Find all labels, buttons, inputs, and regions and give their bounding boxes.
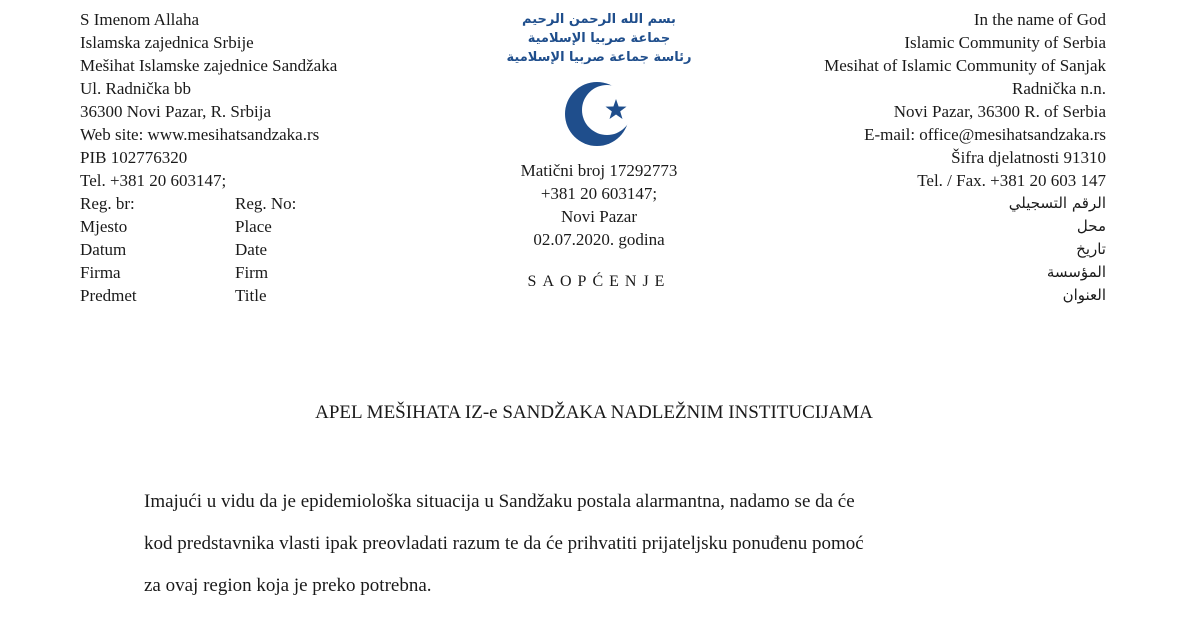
right-line-1: In the name of God [973,10,1106,29]
reg-row [80,238,460,261]
reg-label-en: Title [235,286,267,305]
document-heading: APEL MEŠIHATA IZ-e SANDŽAKA NADLEŽNIM INSTITUCIJAMA [315,402,873,423]
body-line: Imajući u vidu da je epidemiološka situacija u Sandžaku postala alarmantna, nadamo se da će [144,491,855,512]
document-body [144,481,1064,607]
arabic-place-label: محل [1076,217,1106,235]
right-line-activity-code: Šifra djelatnosti 91310 [951,148,1106,167]
arabic-firm-label: المؤسسة [1046,263,1106,281]
registration-number: Matični broj 17292773 [520,161,678,180]
arabic-basmala: بسم الله الرحمن الرحيم [522,12,676,27]
right-line-3: Mesihat of Islamic Community of Sanjak [824,56,1106,75]
crescent-star-logo [564,79,634,149]
crescent-star-icon [564,79,634,149]
document-date: 02.07.2020. godina [533,230,665,249]
reg-label: Datum [80,240,127,259]
letterhead-right-column [686,8,1106,307]
right-line-5: Novi Pazar, 36300 R. of Serbia [893,102,1106,121]
body-line: za ovaj region koja je preko potrebna. [144,575,432,596]
right-line-tel-fax: Tel. / Fax. +381 20 603 147 [917,171,1106,190]
registration-fields [80,192,460,307]
arabic-mesihat-name: رئاسة جماعة صربيا الإسلامية [506,50,692,65]
reg-label: Reg. br: [80,194,135,213]
right-line-2: Islamic Community of Serbia [904,33,1106,52]
arabic-title-label: العنوان [1062,286,1106,304]
right-line-4: Radnička n.n. [1012,79,1106,98]
reg-row [80,215,460,238]
reg-label-en: Reg. No: [235,194,297,213]
reg-row [80,192,460,215]
right-line-email: E-mail: office@mesihatsandzaka.rs [864,125,1106,144]
arabic-date-label: تاريخ [1076,240,1106,258]
reg-label-en: Date [235,240,268,259]
left-line-4: Ul. Radnička bb [80,79,191,98]
reg-row [80,284,460,307]
center-phone: +381 20 603147; [540,184,658,203]
arabic-reg-label: الرقم التسجيلي [1008,194,1106,212]
left-line-website: Web site: www.mesihatsandzaka.rs [80,125,320,144]
body-line: kod predstavnika vlasti ipak preovladati razum te da će prihvatiti prijateljsku ponuđenu pomoć [144,533,864,554]
letterhead-left-column [80,8,460,307]
reg-row [80,261,460,284]
reg-label: Predmet [80,286,137,305]
left-line-2: Islamska zajednica Srbije [80,33,254,52]
left-line-5: 36300 Novi Pazar, R. Srbija [80,102,272,121]
reg-label-en: Firm [235,263,269,282]
reg-label-en: Place [235,217,272,236]
reg-label: Firma [80,263,121,282]
left-line-tel: Tel. +381 20 603147; [80,171,227,190]
reg-label: Mjesto [80,217,128,236]
document-type: SAOPĆENJE [527,273,671,290]
center-city: Novi Pazar [560,207,637,226]
left-line-3: Mešihat Islamske zajednice Sandžaka [80,56,338,75]
arabic-org-name: جماعة صربيا الإسلامية [527,31,671,46]
left-line-1: S Imenom Allaha [80,10,199,29]
left-line-pib: PIB 102776320 [80,148,188,167]
